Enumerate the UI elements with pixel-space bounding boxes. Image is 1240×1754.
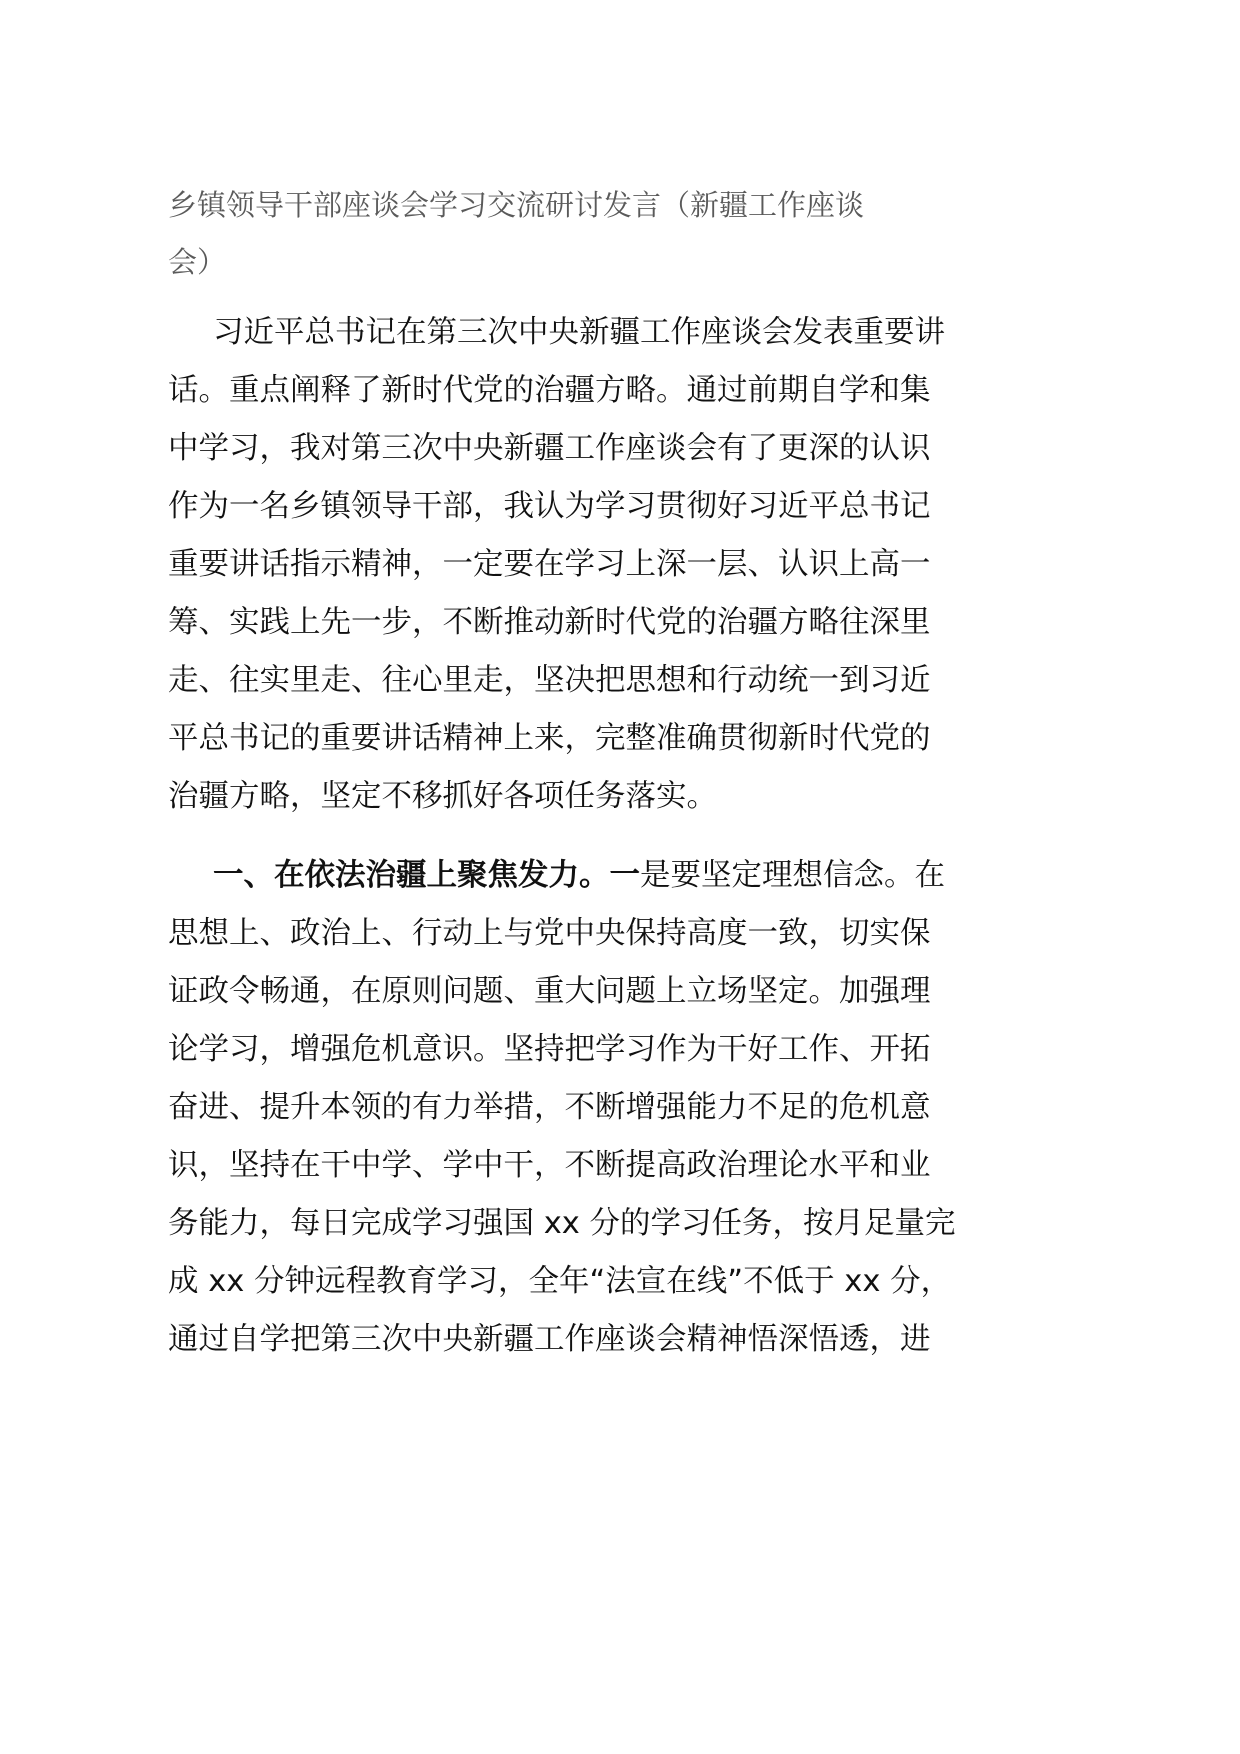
section-heading: 一、在依法治疆上聚焦发力。一 (213, 858, 640, 893)
text-line: 思想上、政治上、行动上与党中央保持高度一致，切实保 (168, 916, 931, 951)
text-line: 治疆方略，坚定不移抓好各项任务落实。 (168, 779, 717, 814)
text-line: 务能力，每日完成学习强国 xx 分的学习任务，按月足量完 (168, 1206, 956, 1241)
text-line: 成 xx 分钟远程教育学习，全年“法宣在线”不低于 xx 分， (168, 1264, 952, 1299)
text-run: 是要坚定理想信念。在 (640, 858, 945, 893)
text-line: 走、往实里走、往心里走，坚决把思想和行动统一到习近 (168, 663, 931, 698)
text-line: 识，坚持在干中学、学中干，不断提高政治理论水平和业 (168, 1148, 931, 1183)
text-line: 中学习，我对第三次中央新疆工作座谈会有了更深的认识 (168, 431, 931, 466)
text-line: 话。重点阐释了新时代党的治疆方略。通过前期自学和集 (168, 373, 931, 408)
text-line: 习近平总书记在第三次中央新疆工作座谈会发表重要讲 (213, 315, 945, 350)
text-line: 奋进、提升本领的有力举措，不断增强能力不足的危机意 (168, 1090, 931, 1125)
text-line: 论学习，增强危机意识。坚持把学习作为干好工作、开拓 (168, 1032, 931, 1067)
text-line: 通过自学把第三次中央新疆工作座谈会精神悟深悟透，进 (168, 1322, 931, 1357)
text-line: 作为一名乡镇领导干部，我认为学习贯彻好习近平总书记 (168, 489, 931, 524)
document-title-line-1: 乡镇领导干部座谈会学习交流研讨发言（新疆工作座谈 (168, 188, 865, 222)
text-line (213, 856, 945, 896)
text-line: 筹、实践上先一步，不断推动新时代党的治疆方略往深里 (168, 605, 931, 640)
text-line: 平总书记的重要讲话精神上来，完整准确贯彻新时代党的 (168, 721, 931, 756)
document-title-line-2: 会） (168, 245, 227, 279)
text-line: 重要讲话指示精神，一定要在学习上深一层、认识上高一 (168, 547, 931, 582)
text-line: 证政令畅通，在原则问题、重大问题上立场坚定。加强理 (168, 974, 931, 1009)
